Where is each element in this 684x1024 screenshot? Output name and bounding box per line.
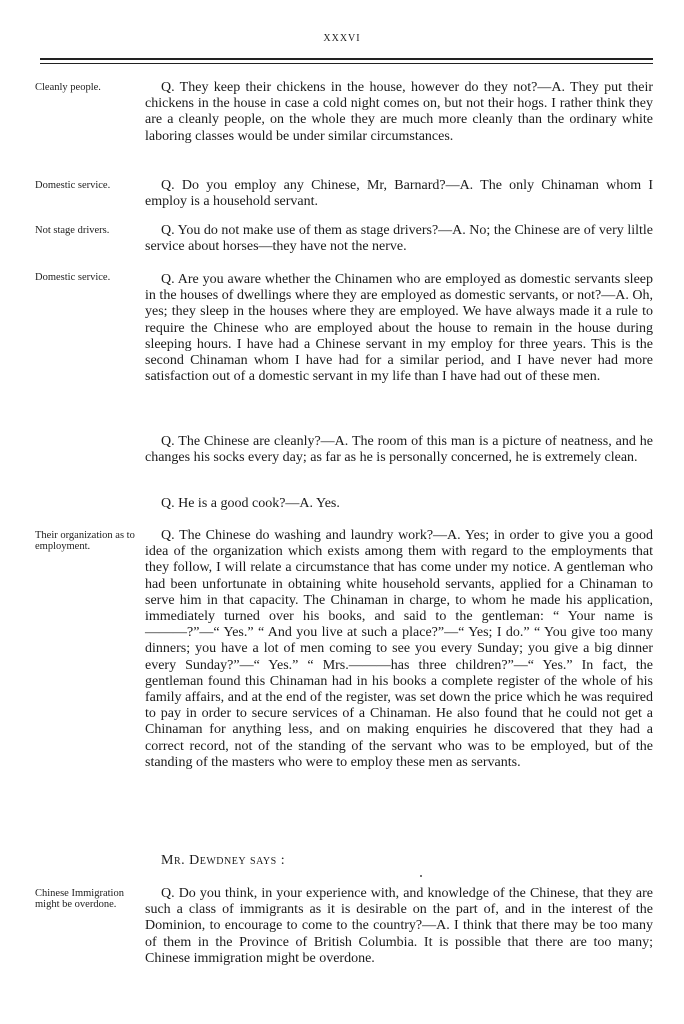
question-paragraph: Q. Do you think, in your experience with, and knowledge of the Chinese, that they are such a class of immigrants as it is desirable on the part of, and in the interest of the Dominion, to encourage to come to the country?—A. I think that there may be too many of them in the Province of British Columbia. It is possible that there are too many; Chinese immigration might be overdone.: [145, 886, 653, 966]
marginal-note: Not stage drivers.: [35, 225, 110, 236]
question-paragraph: Q. Do you employ any Chinese, Mr, Barnard?—A. The only Chinaman whom I employ is a household servant.: [145, 178, 653, 210]
question-paragraph: Q. Are you aware whether the Chinamen who are employed as domestic servants sleep in the houses of dwellings where they are employed as domestic servants, or not?—A. Oh, yes; they sleep in the houses where they are employed. We have always made it a rule to require the Chinese who are employed about the house to remain in the house during sleeping hours. I have had a Chinese servant in my employ for three years. This is the second Chinaman whom I have had for a similar period, and I have never had more satisfaction out of a domestic servant in my life than I have had out of these men.: [145, 272, 653, 385]
page-number: XXXVI: [323, 33, 361, 44]
speaker-heading: Mr. Dewdney says :: [161, 853, 286, 868]
marginal-note: Cleanly people.: [35, 82, 101, 93]
question-paragraph: Q. You do not make use of them as stage drivers?—A. No; the Chinese are of very liltle service about horses—they have not the nerve.: [145, 223, 653, 255]
question-paragraph: Q. The Chinese do washing and laundry work?—A. Yes; in order to give you a good idea of the organization which exists among them with regard to the employments that they follow, I will relate a circumstance that has come under my notice. A gentleman who had been unfortunate in obtaining white household servants, applied for a Chinaman to serve him in that capacity. The Chinaman in charge, to whom he made his application, immediately turned over his books, and said to the gentleman: “ Your name is———?”—“ Yes.” “ And you live at such a place?”—“ Yes; I do.” “ You give too many dinners; you have a lot of men coming to see you every Sunday; you give a big dinner every Sunday?”—“ Yes.” “ Mrs.———has three children?”—“ Yes.” In fact, the gentleman found this Chinaman had in his books a complete register of the whole of his family affairs, and at the end of the register, was set down the price which he was required to pay in order to secure services of a Chinaman. He also found that he could not get a Chinaman for anything less, and on making enquiries he discovered that they had a correct record, not of the standing of the servant who was to be employed, but of the standing of the masters who were to employ these men as servants.: [145, 528, 653, 770]
header-rule-thin: [40, 63, 653, 64]
header-rule-thick: [40, 58, 653, 60]
question-paragraph: Q. He is a good cook?—A. Yes.: [161, 496, 340, 511]
stray-dot: [420, 875, 422, 877]
marginal-note: Their organization as to employment.: [35, 530, 135, 552]
marginal-note: Chinese Immigration might be overdone.: [35, 888, 124, 910]
question-paragraph: Q. They keep their chickens in the house, however do they not?—A. They put their chickens in the house in case a cold night comes on, but not their hogs. I rather think they are a cleanly people, on the whole they are much more cleanly than the ordinary white laboring classes would be under similar circumstances.: [145, 80, 653, 144]
marginal-note: Domestic service.: [35, 180, 111, 191]
question-paragraph: Q. The Chinese are cleanly?—A. The room of this man is a picture of neatness, and he changes his socks every day; as far as he is personally concerned, he is extremely clean.: [145, 434, 653, 466]
marginal-note: Domestic service.: [35, 272, 111, 283]
